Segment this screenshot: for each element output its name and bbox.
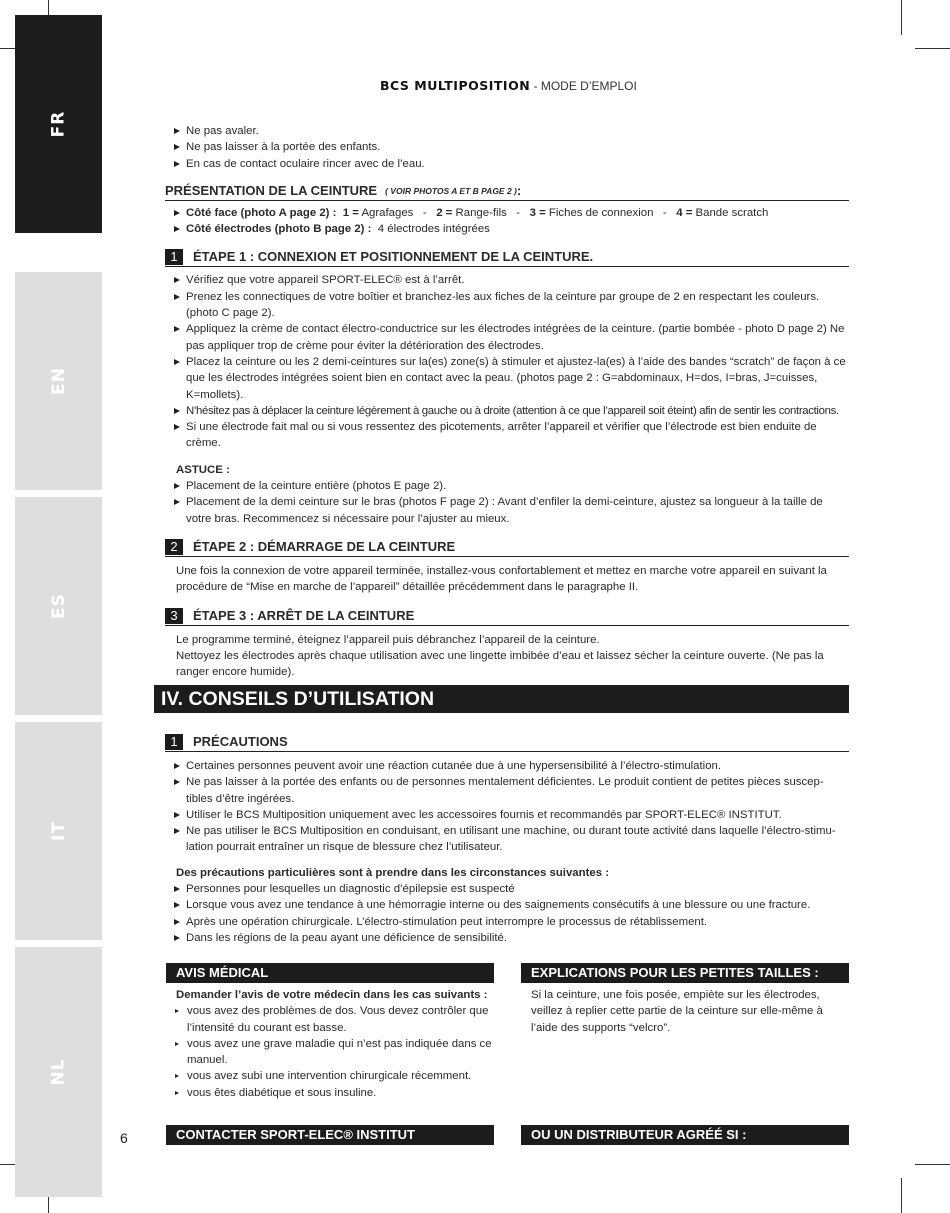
list-item: Après une opération chirurgicale. L’électro-stimulation peut interrompre le processus de rétablissement. <box>165 914 849 930</box>
contact-title: CONTACTER SPORT-ELEC® INSTITUT <box>166 1125 494 1145</box>
list-item: vous avez subi une intervention chirurgicale récemment. <box>166 1068 494 1084</box>
presentation-heading: PRÉSENTATION DE LA CEINTURE ( VOIR PHOTOS A ET B PAGE 2 ) : <box>165 183 849 201</box>
distributeur-title: OU UN DISTRIBUTEUR AGRÉÉ SI : <box>521 1125 849 1145</box>
list-item: Placement de la demi ceinture sur le bras (photos F page 2) : Avant d’enfiler la demi-ceinture, ajustez sa longueur à la taille de votre bras. Recommencez si nécessaire pour l’ajuster au mieux. <box>165 494 849 527</box>
tab-fr: FR <box>15 15 102 233</box>
avis-list <box>166 1003 494 1101</box>
crop-mark <box>915 1164 950 1165</box>
page-header <box>380 78 637 93</box>
list-item: Personnes pour lesquelles un diagnostic d’épilepsie est suspecté <box>165 881 849 897</box>
list-item: Si une électrode fait mal ou si vous ressentez des picotements, arrêter l’appareil et vérifier que l’électrode est bien enduite de crème. <box>165 419 849 452</box>
precautions-section <box>165 734 849 946</box>
list-item: Placez la ceinture ou les 2 demi-ceintures sur la(es) zone(s) à stimuler et ajustez-la(es) à l’aide des bandes “scratch” de façon à ce que les électrodes intégrées soient bien en contact avec la peau. (photos page 2 : G=abdominaux, H=dos, I=bras, J=cuisses, K=mollets). <box>165 354 849 403</box>
list-item: vous êtes diabétique et sous insuline. <box>166 1085 494 1101</box>
precautions-list <box>165 758 849 856</box>
tab-nl: NL <box>15 947 102 1197</box>
page-number: 6 <box>120 1130 128 1146</box>
explications-title: EXPLICATIONS POUR LES PETITES TAILLES : <box>521 963 849 983</box>
crop-mark <box>915 48 950 49</box>
precautions-heading: 1 PRÉCAUTIONS <box>165 734 849 752</box>
list-item: En cas de contact oculaire rincer avec de l’eau. <box>165 156 849 172</box>
astuce-label: ASTUCE : <box>176 463 230 476</box>
distributeur-box <box>521 1125 849 1145</box>
list-item: Lorsque vous avez une tendance à une hémorragie interne ou des saignements consécutifs à une blessure ou une fracture. <box>165 897 849 913</box>
etape3-line1: Le programme terminé, éteignez l’appareil puis débranchez l’appareil de la ceinture. <box>176 633 600 646</box>
etape3-heading: 3 ÉTAPE 3 : ARRÊT DE LA CEINTURE <box>165 608 849 626</box>
list-item: N’hésitez pas à déplacer la ceinture légèrement à gauche ou à droite (attention à ce que l’appareil soit éteint) afin de sentir les contractions. <box>165 403 849 419</box>
astuce-list <box>165 478 849 527</box>
special-precautions-label: Des précautions particulières sont à prendre dans les circonstances suivantes : <box>176 866 610 879</box>
list-item: Vérifiez que votre appareil SPORT-ELEC® est à l’arrêt. <box>165 272 849 288</box>
avis-medical-box <box>166 963 494 1101</box>
brand-title: BCS MULTIPOSITION <box>380 78 531 93</box>
warning-list <box>165 123 849 172</box>
list-item: Côté face (photo A page 2) : 1 = Agrafages - 2 = Range-fils - 3 = Fiches de connexion - 4 = Bande scratch <box>165 205 849 221</box>
list-item: Côté électrodes (photo B page 2) : 4 électrodes intégrées <box>165 221 849 237</box>
list-item: Prenez les connectiques de votre boîtier et branchez-les aux fiches de la ceinture par groupe de 2 en respectant les couleurs. (photo C page 2). <box>165 289 849 322</box>
explications-box <box>521 963 849 1036</box>
list-item: Utiliser le BCS Multiposition uniquement avec les accessoires fournis et recommandés par SPORT-ELEC® INSTITUT. <box>165 807 849 823</box>
list-item: Placement de la ceinture entière (photos E page 2). <box>165 478 849 494</box>
etape2-heading: 2 ÉTAPE 2 : DÉMARRAGE DE LA CEINTURE <box>165 539 849 557</box>
list-item: Ne pas laisser à la portée des enfants ou de personnes mentalement déficientes. Le produit contient de petites pièces suscep-tibles d’être ingérées. <box>165 774 849 807</box>
avis-label: Demander l’avis de votre médecin dans les cas suivants : <box>176 989 488 1001</box>
crop-mark <box>901 1178 902 1213</box>
list-item: Ne pas avaler. <box>165 123 849 139</box>
tab-es: ES <box>15 497 102 715</box>
list-item: Ne pas utiliser le BCS Multiposition en conduisant, en utilisant une machine, ou durant toute activité dans laquelle l’électro-stimu-lation pourrait entraîner un risque de blessure chez l’utilisateur. <box>165 823 849 856</box>
special-precautions-list <box>165 881 849 946</box>
main-content <box>165 123 849 680</box>
etape1-list <box>165 272 849 451</box>
list-item: Dans les régions de la peau ayant une déficience de sensibilité. <box>165 930 849 946</box>
list-item: Certaines personnes peuvent avoir une réaction cutanée due à une hypersensibilité à l’électro-stimulation. <box>165 758 849 774</box>
list-item: Appliquez la crème de contact électro-conductrice sur les électrodes intégrées de la ceinture. (partie bombée - photo D page 2) Ne pas appliquer trop de crème pour éviter la détérioration des électrodes. <box>165 321 849 354</box>
contact-box <box>166 1125 494 1145</box>
etape1-heading: 1 ÉTAPE 1 : CONNEXION ET POSITIONNEMENT DE LA CEINTURE. <box>165 249 849 267</box>
list-item: vous avez une grave maladie qui n’est pas indiquée dans ce manuel. <box>166 1036 494 1069</box>
list-item: Ne pas laisser à la portée des enfants. <box>165 139 849 155</box>
explications-text: Si la ceinture, une fois posée, empiète sur les électrodes, veillez à replier cette partie de la ceinture sur elle-même à l’aide des supports “velcro”. <box>531 989 823 1034</box>
avis-medical-title: AVIS MÉDICAL <box>166 963 494 983</box>
tab-it: IT <box>15 722 102 940</box>
etape3-line2: Nettoyez les électrodes après chaque utilisation avec une lingette imbibée d’eau et laissez sécher la ceinture ouverte. (Ne pas la ranger encore humide). <box>176 649 824 679</box>
etape2-text: Une fois la connexion de votre appareil terminée, installez-vous confortablement et mettez en marche votre appareil en suivant la procédure de “Mise en marche de l’appareil” détaillée précédemment dans le paragraphe II. <box>176 564 827 594</box>
crop-mark <box>901 0 902 35</box>
list-item: vous avez des problèmes de dos. Vous devez contrôler que l’intensité du courant est basse. <box>166 1003 494 1036</box>
tab-en: EN <box>15 272 102 490</box>
presentation-list <box>165 205 849 238</box>
section-4-title: IV. CONSEILS D’UTILISATION <box>154 685 849 713</box>
header-subtitle: - MODE D’EMPLOI <box>530 79 637 93</box>
